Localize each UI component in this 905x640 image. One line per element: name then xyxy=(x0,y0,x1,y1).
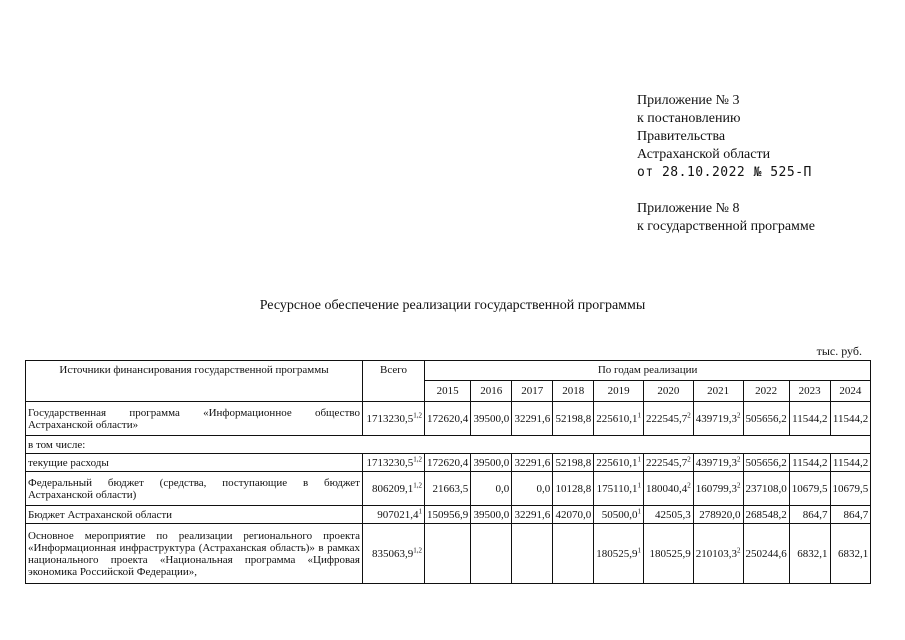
row-total: 835063,9$^{1,2}$ xyxy=(363,524,425,584)
year-value-2020: 180040,4$^2$ xyxy=(644,472,694,506)
year-value-2022: 505656,2 xyxy=(743,454,789,472)
appendix-3-date-number: от 28.10.2022 № 525-П xyxy=(637,165,812,180)
year-value-2022: 250244,6 xyxy=(743,524,789,584)
row-total: 1713230,5$^{1,2}$ xyxy=(363,402,425,436)
year-value-2017 xyxy=(512,524,553,584)
year-header-2018: 2018 xyxy=(553,380,594,401)
year-value-2020: 180525,9 xyxy=(644,524,694,584)
row-label: Бюджет Астраханской области xyxy=(26,506,363,524)
resource-table xyxy=(25,360,871,584)
year-header-2016: 2016 xyxy=(471,380,512,401)
table-row xyxy=(26,454,871,472)
year-value-2019: 225610,1$^1$ xyxy=(594,454,644,472)
appendix-3-line: Астраханской области xyxy=(637,147,771,162)
row-total: 1713230,5$^{1,2}$ xyxy=(363,454,425,472)
year-header-2022: 2022 xyxy=(743,380,789,401)
row-label: в том числе: xyxy=(26,436,871,454)
table-row xyxy=(26,402,871,436)
header-total: Всего xyxy=(363,361,425,402)
year-value-2021: 278920,0 xyxy=(693,506,743,524)
appendix-8-line: к государственной программе xyxy=(637,219,815,234)
year-value-2023: 6832,1 xyxy=(789,524,830,584)
year-value-2021: 160799,3$^2$ xyxy=(693,472,743,506)
units-label: тыс. руб. xyxy=(816,344,862,358)
year-header-2017: 2017 xyxy=(512,380,553,401)
year-value-2022: 268548,2 xyxy=(743,506,789,524)
year-header-2020: 2020 xyxy=(644,380,694,401)
year-value-2021: 210103,3$^2$ xyxy=(693,524,743,584)
year-value-2017: 32291,6 xyxy=(512,454,553,472)
year-value-2021: 439719,3$^2$ xyxy=(693,454,743,472)
year-value-2016: 39500,0 xyxy=(471,402,512,436)
year-value-2015: 172620,4 xyxy=(425,454,471,472)
row-total: 806209,1$^{1,2}$ xyxy=(363,472,425,506)
year-value-2015: 150956,9 xyxy=(425,506,471,524)
year-value-2020: 42505,3 xyxy=(644,506,694,524)
header-source: Источники финансирования государственной программы xyxy=(26,361,363,402)
row-label: Федеральный бюджет (средства, поступающие в бюджет Астраханской области) xyxy=(26,472,363,506)
year-value-2018: 42070,0 xyxy=(553,506,594,524)
table-row xyxy=(26,436,871,454)
year-value-2016: 0,0 xyxy=(471,472,512,506)
year-value-2024: 11544,2 xyxy=(830,402,871,436)
year-value-2019: 180525,9$^1$ xyxy=(594,524,644,584)
year-header-2024: 2024 xyxy=(830,380,871,401)
table-body xyxy=(26,402,871,584)
year-value-2022: 505656,2 xyxy=(743,402,789,436)
year-value-2022: 237108,0 xyxy=(743,472,789,506)
year-value-2020: 222545,7$^2$ xyxy=(644,454,694,472)
year-value-2019: 50500,0$^1$ xyxy=(594,506,644,524)
row-label: Государственная программа «Информационное общество Астраханской области» xyxy=(26,402,363,436)
year-value-2024: 10679,5 xyxy=(830,472,871,506)
appendix-8-title: Приложение № 8 xyxy=(637,201,740,216)
year-value-2016: 39500,0 xyxy=(471,506,512,524)
row-label: Основное мероприятие по реализации регионального проекта «Информационная инфраструктура (Астраханская область)» в рамках национального проекта «Национальная программа «Цифровая экономика Российской Федерации», xyxy=(26,524,363,584)
appendix-3-line: Правительства xyxy=(637,129,726,144)
year-value-2015: 21663,5 xyxy=(425,472,471,506)
appendix-3-block xyxy=(637,92,815,236)
year-header-2021: 2021 xyxy=(693,380,743,401)
year-value-2017: 32291,6 xyxy=(512,402,553,436)
year-value-2021: 439719,3$^2$ xyxy=(693,402,743,436)
year-value-2023: 11544,2 xyxy=(789,402,830,436)
year-value-2023: 11544,2 xyxy=(789,454,830,472)
year-value-2023: 864,7 xyxy=(789,506,830,524)
year-value-2015: 172620,4 xyxy=(425,402,471,436)
year-value-2019: 175110,1$^1$ xyxy=(594,472,644,506)
year-value-2016: 39500,0 xyxy=(471,454,512,472)
table-row xyxy=(26,472,871,506)
row-total: 907021,4$^1$ xyxy=(363,506,425,524)
year-value-2024: 11544,2 xyxy=(830,454,871,472)
year-value-2017: 32291,6 xyxy=(512,506,553,524)
year-value-2018: 10128,8 xyxy=(553,472,594,506)
year-header-2019: 2019 xyxy=(594,380,644,401)
year-value-2024: 6832,1 xyxy=(830,524,871,584)
table-row xyxy=(26,524,871,584)
year-header-2023: 2023 xyxy=(789,380,830,401)
year-value-2023: 10679,5 xyxy=(789,472,830,506)
table-row xyxy=(26,506,871,524)
appendix-3-title: Приложение № 3 xyxy=(637,93,740,108)
year-value-2016 xyxy=(471,524,512,584)
year-value-2018: 52198,8 xyxy=(553,454,594,472)
header-row xyxy=(26,361,871,381)
year-value-2015 xyxy=(425,524,471,584)
year-header-2015: 2015 xyxy=(425,380,471,401)
year-value-2018: 52198,8 xyxy=(553,402,594,436)
row-label: текущие расходы xyxy=(26,454,363,472)
year-value-2019: 225610,1$^1$ xyxy=(594,402,644,436)
year-value-2024: 864,7 xyxy=(830,506,871,524)
year-value-2018 xyxy=(553,524,594,584)
year-value-2017: 0,0 xyxy=(512,472,553,506)
appendix-3-line: к постановлению xyxy=(637,111,741,126)
year-value-2020: 222545,7$^2$ xyxy=(644,402,694,436)
document-title: Ресурсное обеспечение реализации государственной программы xyxy=(259,298,646,313)
header-by-years: По годам реализации xyxy=(425,361,871,381)
